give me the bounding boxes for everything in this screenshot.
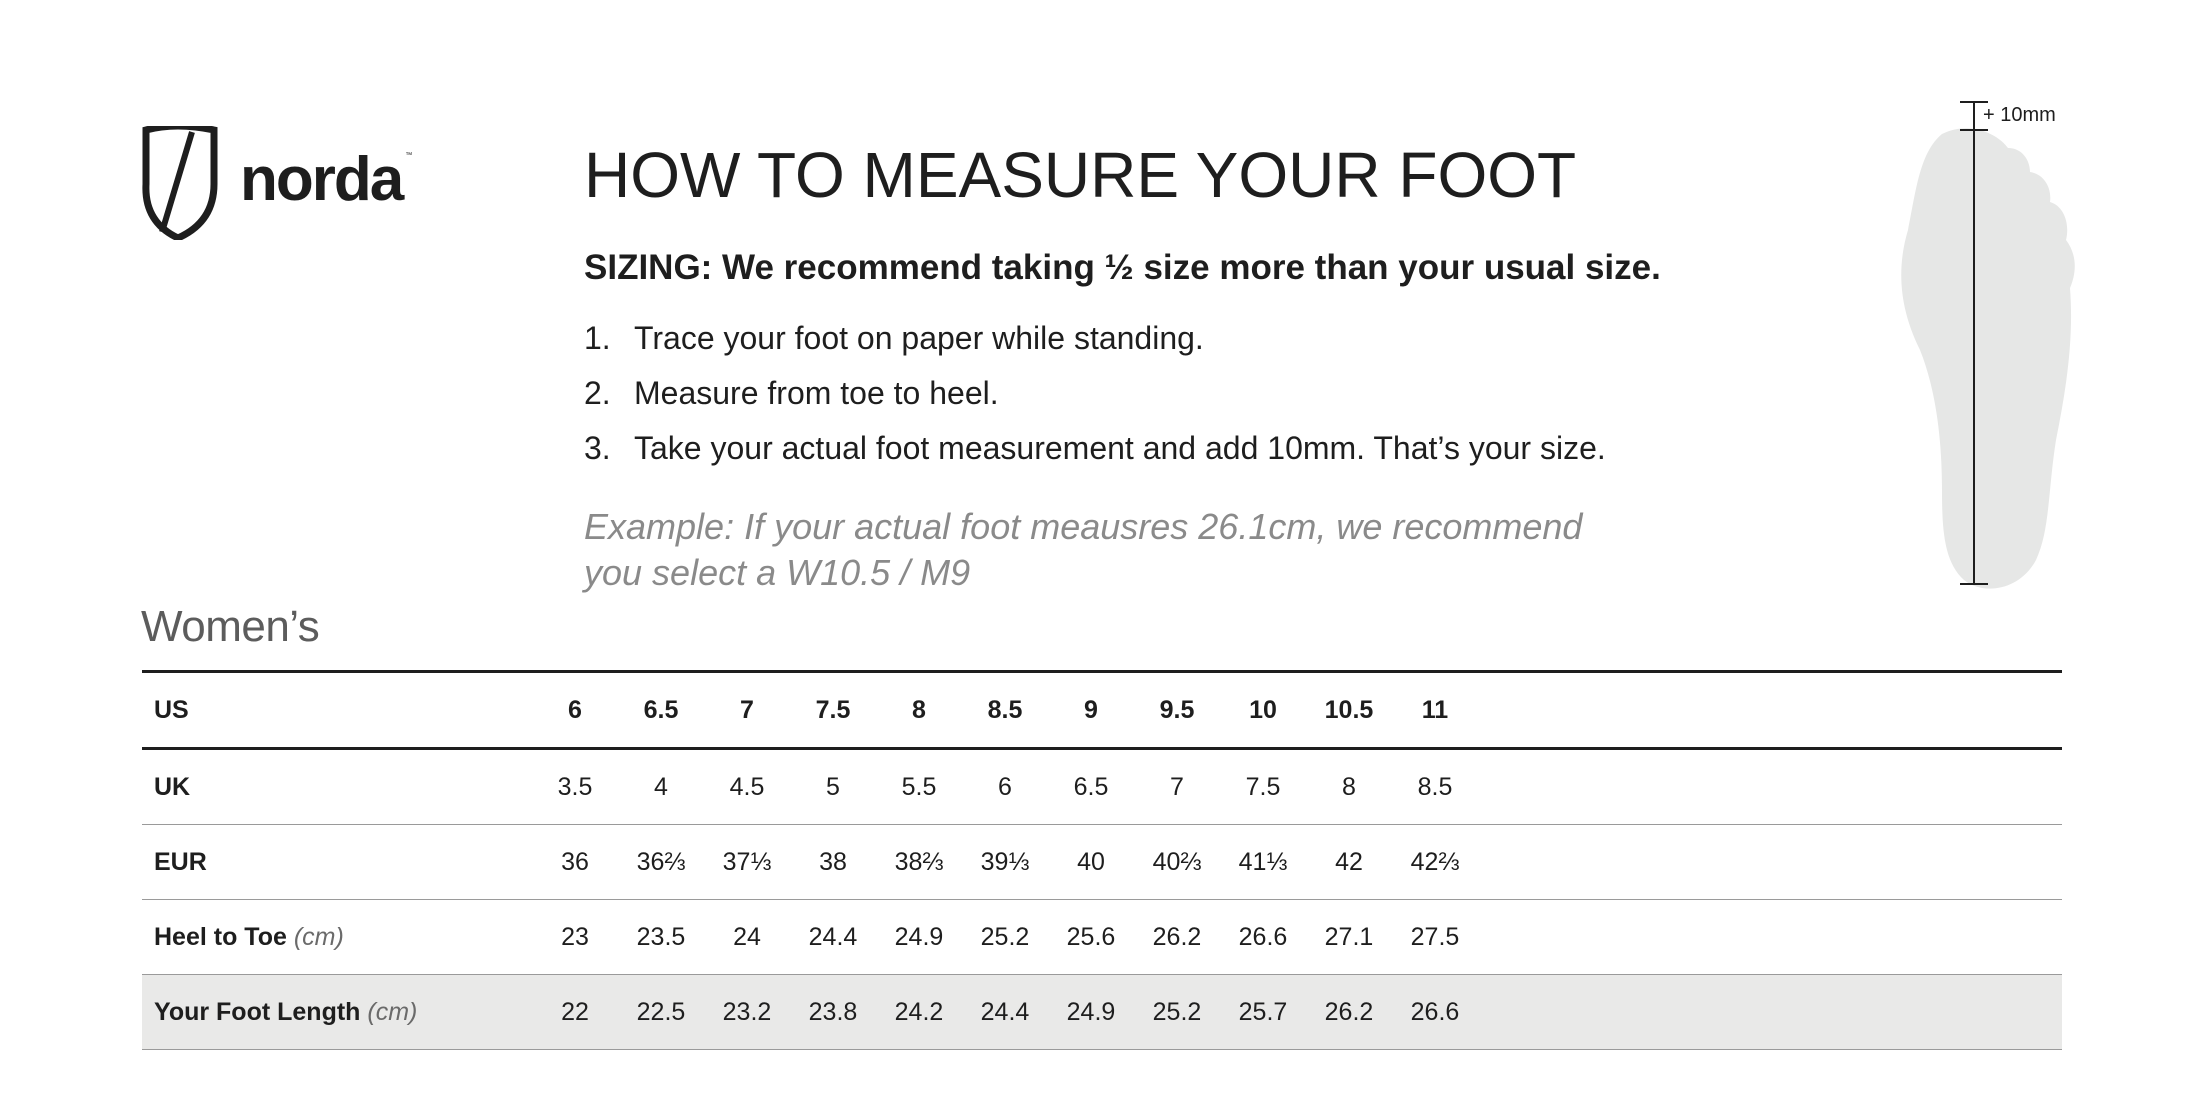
table-cell: 4	[618, 749, 704, 825]
table-cell: 23.8	[790, 975, 876, 1050]
step-text: Measure from toe to heel.	[634, 375, 999, 411]
table-cell: 6	[532, 672, 618, 749]
row-label-text: Heel to Toe	[154, 922, 287, 951]
table-cell: 6.5	[1048, 749, 1134, 825]
table-row	[142, 825, 2062, 900]
row-label	[142, 672, 532, 749]
table-cell: 8	[1306, 749, 1392, 825]
table-cell: 38	[790, 825, 876, 900]
step-item	[584, 424, 1606, 479]
plus-10mm-label: + 10mm	[1983, 104, 2056, 126]
table-cell: 25.7	[1220, 975, 1306, 1050]
table-cell: 6	[962, 749, 1048, 825]
table-cell: 27.5	[1392, 900, 1478, 975]
table-cell: 10	[1220, 672, 1306, 749]
step-text: Trace your foot on paper while standing.	[634, 320, 1204, 356]
table-cell: 8	[876, 672, 962, 749]
table-row	[142, 975, 2062, 1050]
table-cell: 22.5	[618, 975, 704, 1050]
table-cell: 39⅓	[962, 825, 1048, 900]
table-cell: 6.5	[618, 672, 704, 749]
table-filler-cell	[1478, 900, 2062, 975]
table-cell: 9.5	[1134, 672, 1220, 749]
table-cell: 27.1	[1306, 900, 1392, 975]
table-row	[142, 900, 2062, 975]
section-title-womens: Women’s	[141, 602, 320, 651]
table-cell: 5	[790, 749, 876, 825]
table-cell: 23.5	[618, 900, 704, 975]
table-header-row	[142, 672, 2062, 749]
table-cell: 7.5	[1220, 749, 1306, 825]
table-cell: 24.4	[962, 975, 1048, 1050]
table-cell: 24	[704, 900, 790, 975]
table-cell: 26.6	[1220, 900, 1306, 975]
row-unit: (cm)	[293, 922, 344, 951]
table-cell: 23	[532, 900, 618, 975]
table-cell: 36	[532, 825, 618, 900]
table-cell: 38⅔	[876, 825, 962, 900]
row-label	[142, 975, 532, 1050]
table-cell: 7.5	[790, 672, 876, 749]
sizing-note: SIZING: We recommend taking ½ size more than your usual size.	[584, 248, 1661, 287]
example-note	[584, 504, 1684, 596]
table-cell: 26.2	[1306, 975, 1392, 1050]
table-cell: 24.9	[876, 900, 962, 975]
step-text: Take your actual foot measurement and add 10mm. That’s your size.	[634, 430, 1606, 466]
step-item	[584, 314, 1606, 369]
measure-steps	[584, 314, 1606, 479]
row-label-text: EUR	[154, 847, 207, 876]
table-filler-cell	[1478, 749, 2062, 825]
table-cell: 26.2	[1134, 900, 1220, 975]
step-number: 2.	[584, 375, 611, 411]
table-cell: 11	[1392, 672, 1478, 749]
shield-slash-icon	[140, 126, 220, 240]
step-item	[584, 369, 1606, 424]
table-cell: 10.5	[1306, 672, 1392, 749]
table-cell: 40	[1048, 825, 1134, 900]
table-cell: 37⅓	[704, 825, 790, 900]
table-cell: 7	[704, 672, 790, 749]
step-number: 3.	[584, 430, 611, 466]
table-cell: 9	[1048, 672, 1134, 749]
row-label-text: US	[154, 695, 189, 724]
row-label	[142, 749, 532, 825]
table-cell: 8.5	[962, 672, 1048, 749]
table-cell: 25.6	[1048, 900, 1134, 975]
example-line-1: Example: If your actual foot meausres 26.1cm, we recommend	[584, 506, 1583, 547]
table-cell: 36⅔	[618, 825, 704, 900]
example-line-2: you select a W10.5 / M9	[584, 552, 971, 593]
trademark: ™	[405, 151, 413, 159]
page-title: HOW TO MEASURE YOUR FOOT	[584, 139, 1577, 211]
row-unit: (cm)	[367, 997, 418, 1026]
table-cell: 42	[1306, 825, 1392, 900]
step-number: 1.	[584, 320, 611, 356]
table-filler-cell	[1478, 672, 2062, 749]
table-cell: 7	[1134, 749, 1220, 825]
table-cell: 3.5	[532, 749, 618, 825]
table-cell: 5.5	[876, 749, 962, 825]
table-cell: 25.2	[1134, 975, 1220, 1050]
table-cell: 40⅔	[1134, 825, 1220, 900]
table-cell: 24.9	[1048, 975, 1134, 1050]
size-chart-table	[142, 670, 2062, 1050]
norda-logo	[140, 126, 413, 240]
row-label	[142, 900, 532, 975]
table-cell: 22	[532, 975, 618, 1050]
table-filler-cell	[1478, 975, 2062, 1050]
foot-diagram	[1880, 90, 2080, 615]
table-cell: 26.6	[1392, 975, 1478, 1050]
row-label-text: UK	[154, 772, 191, 801]
foot-outline-icon	[1880, 90, 2080, 610]
brand-name: norda ™	[240, 144, 413, 214]
table-cell: 24.2	[876, 975, 962, 1050]
table-cell: 42⅔	[1392, 825, 1478, 900]
row-label-text: Your Foot Length	[154, 997, 361, 1026]
row-label	[142, 825, 532, 900]
table-cell: 8.5	[1392, 749, 1478, 825]
table-cell: 25.2	[962, 900, 1048, 975]
table-cell: 41⅓	[1220, 825, 1306, 900]
table-filler-cell	[1478, 825, 2062, 900]
table-cell: 4.5	[704, 749, 790, 825]
table-cell: 23.2	[704, 975, 790, 1050]
table-cell: 24.4	[790, 900, 876, 975]
table-row	[142, 749, 2062, 825]
